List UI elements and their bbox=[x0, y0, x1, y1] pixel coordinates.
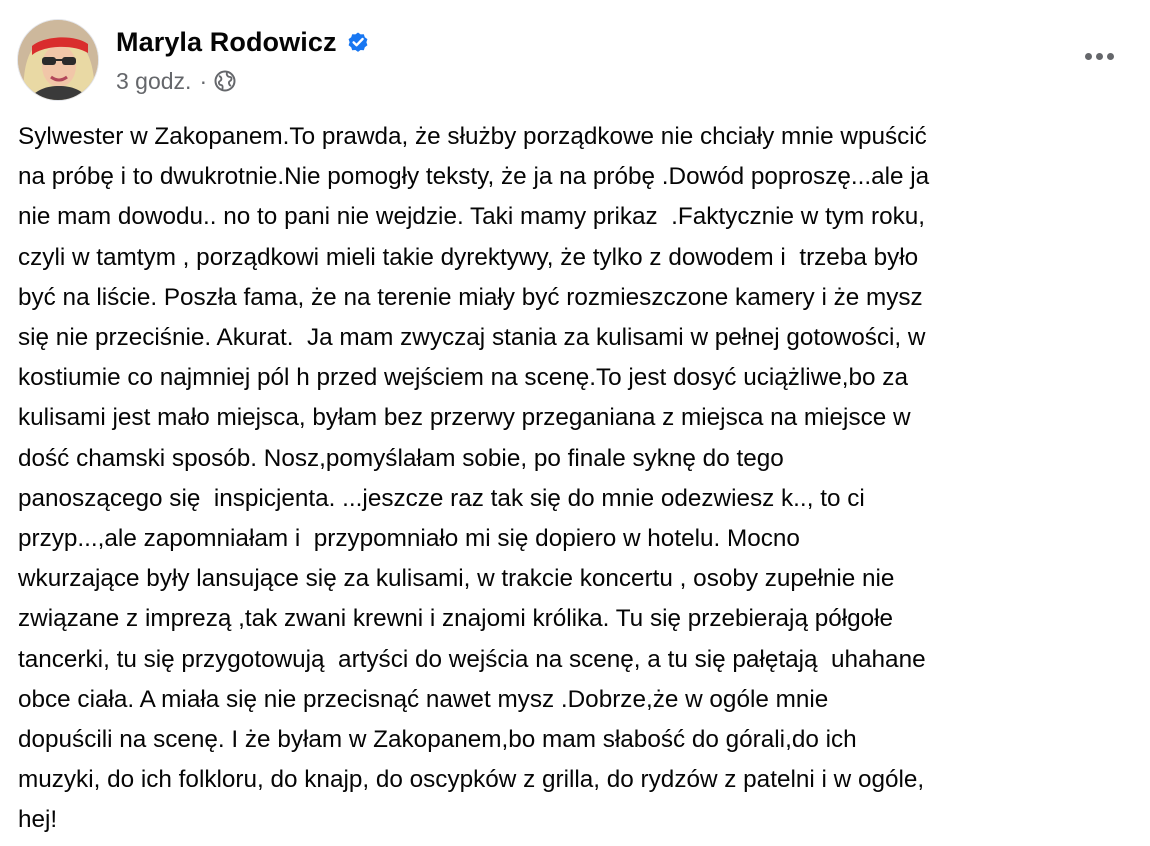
post-text-line: dość chamski sposób. Nosz,pomyślałam sobie, po finale syknę do tego bbox=[18, 444, 784, 472]
post-timestamp[interactable]: 3 godz. bbox=[116, 67, 192, 94]
more-dot bbox=[1096, 53, 1103, 60]
author-avatar[interactable] bbox=[17, 19, 99, 101]
post-text-line: związane z imprezą ,tak zwani krewni i znajomi królika. Tu się przebierają półgołe bbox=[18, 605, 894, 633]
post-text-line: być na liście. Poszła fama, że na terenie miały być rozmieszczone kamery i że mysz bbox=[18, 283, 923, 311]
post-text-line: panoszącego się inspicjenta. ...jeszcze raz tak się do mnie odezwiesz k.., to ci bbox=[18, 484, 865, 512]
more-options-button[interactable] bbox=[1079, 44, 1119, 68]
post-text-line: kulisami jest mało miejsca, byłam bez przerwy przeganiana z miejsca na miejsce w bbox=[18, 404, 911, 432]
post-text-line: tancerki, tu się przygotowują artyści do wejścia na scenę, a tu się pałętają uhahane bbox=[18, 645, 926, 673]
post-text-line: kostiumie co najmniej pól h przed wejściem na scenę.To jest dosyć uciążliwe,bo za bbox=[18, 364, 908, 392]
post-text-line: hej! bbox=[18, 806, 58, 834]
post-text-line: Sylwester w Zakopanem.To prawda, że służby porządkowe nie chciały mnie wpuścić bbox=[18, 123, 927, 150]
meta-separator: · bbox=[199, 67, 208, 94]
verified-badge-icon bbox=[346, 30, 370, 54]
post-text-line: obce ciała. A miała się nie przecisnąć nawet mysz .Dobrze,że w ogóle mnie bbox=[18, 685, 829, 713]
avatar-image bbox=[18, 20, 99, 101]
post-meta bbox=[116, 66, 236, 96]
more-dot bbox=[1085, 53, 1092, 60]
post-text-line: nie mam dowodu.. no to pani nie wejdzie. Taki mamy prikaz .Faktycznie w tym roku, bbox=[18, 203, 926, 231]
globe-icon[interactable] bbox=[214, 70, 236, 92]
author-name[interactable]: Maryla Rodowicz bbox=[116, 26, 337, 57]
post-text-line: muzyki, do ich folkloru, do knajp, do oscypków z grilla, do rydzów z patelni i w ogóle, bbox=[18, 766, 925, 794]
author-row bbox=[116, 25, 370, 59]
post-text bbox=[18, 117, 1140, 841]
post-text-line: wkurzające były lansujące się za kulisami, w trakcie koncertu , osoby zupełnie nie bbox=[18, 565, 895, 593]
post-text-line: przyp...,ale zapomniałam i przypomniało mi się dopiero w hotelu. Mocno bbox=[18, 525, 800, 553]
post-text-line: na próbę i to dwukrotnie.Nie pomogły teksty, że ja na próbę .Dowód poproszę...ale ja bbox=[18, 163, 930, 191]
post-text-line: dopuścili na scenę. I że byłam w Zakopanem,bo mam słabość do górali,do ich bbox=[18, 726, 857, 754]
more-dot bbox=[1107, 53, 1114, 60]
post-text-line: się nie przeciśnie. Akurat. Ja mam zwyczaj stania za kulisami w pełnej gotowości, w bbox=[18, 324, 926, 352]
post-text-line: czyli w tamtym , porządkowi mieli takie dyrektywy, że tylko z dowodem i trzeba było bbox=[18, 243, 919, 271]
